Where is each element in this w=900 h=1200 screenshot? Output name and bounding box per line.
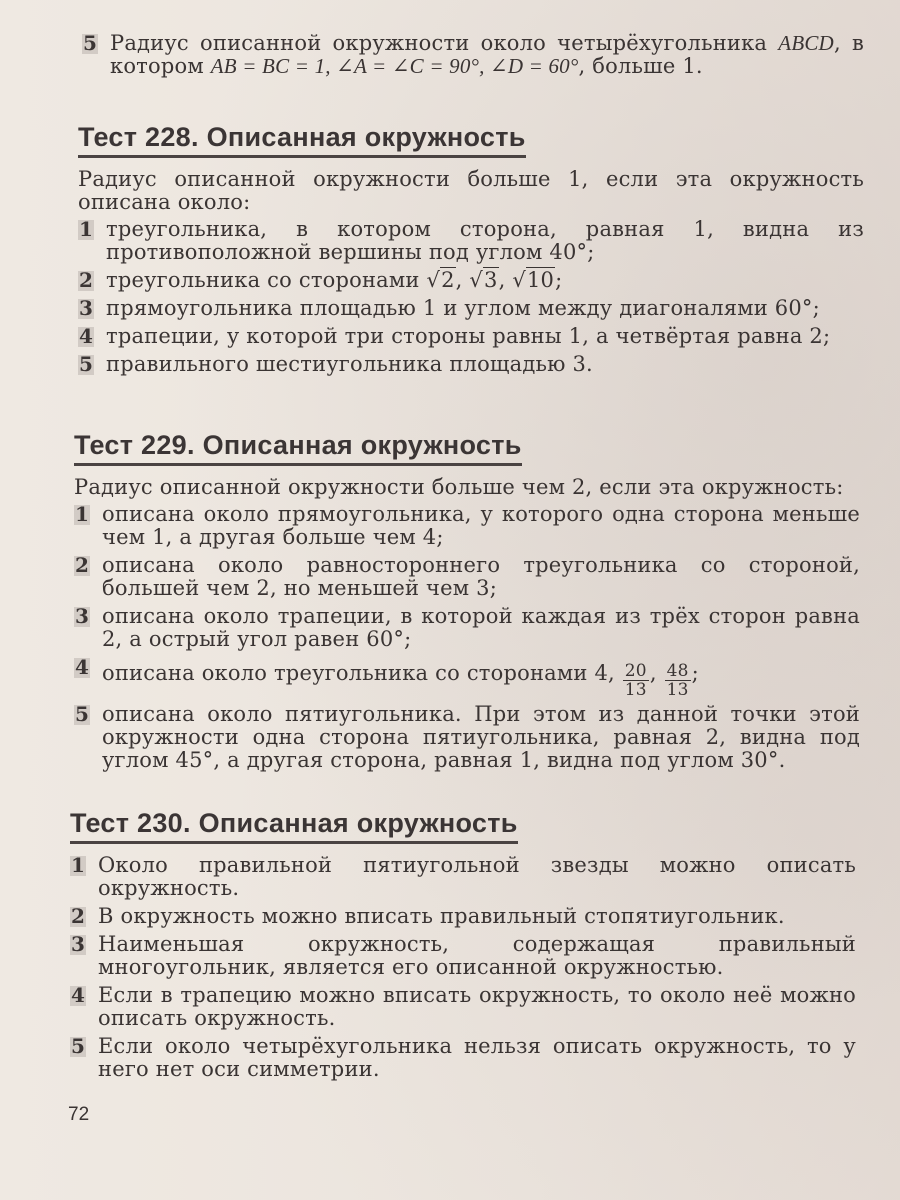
item-text: описана около равностороннего треугольника со стороной, большей чем 2, но меньшей чем 3; bbox=[102, 553, 860, 600]
test-229-item-3 bbox=[74, 605, 860, 651]
test-228-title: Тест 228. Описанная окружность bbox=[78, 122, 526, 158]
item-text: описана около треугольника со сторонами 4, $\frac{20}{13}$ , $\frac{48}{13}$ ; bbox=[102, 661, 699, 700]
item-number: 2 bbox=[74, 553, 90, 577]
item-number: 1 bbox=[78, 217, 94, 241]
test-230-item-4 bbox=[70, 984, 856, 1030]
item-text: описана около прямоугольника, у которого одна сторона меньше чем 1, а другая больше чем 4; bbox=[102, 502, 860, 549]
item-number: 3 bbox=[74, 604, 90, 628]
test-229-title: Тест 229. Описанная окружность bbox=[74, 430, 522, 466]
test-229-item-2 bbox=[74, 554, 860, 600]
item-text: В окружность можно вписать правильный стопятиугольник. bbox=[98, 904, 785, 928]
item-text: Около правильной пятиугольной звезды можно описать окружность. bbox=[98, 853, 856, 900]
test-229-item-4 bbox=[74, 655, 860, 700]
sqrt-2: √2 bbox=[426, 268, 455, 292]
test-229-intro: Радиус описанной окружности больше чем 2, если эта окружность: bbox=[74, 475, 844, 499]
test-228-item-1 bbox=[78, 218, 864, 264]
page-number: 72 bbox=[68, 1104, 90, 1125]
item-number: 1 bbox=[74, 502, 90, 526]
item-number: 2 bbox=[78, 268, 94, 292]
test-230-item-3 bbox=[70, 933, 856, 979]
item-text: описана около трапеции, в которой каждая из трёх сторон равна 2, а острый угол равен 60°; bbox=[102, 604, 860, 651]
test-230-item-5 bbox=[70, 1035, 856, 1081]
item-number: 5 bbox=[82, 31, 98, 55]
test-228-item-2 bbox=[78, 269, 864, 292]
item-number: 5 bbox=[70, 1034, 86, 1058]
previous-test-fragment bbox=[82, 32, 864, 83]
test-230-item-1 bbox=[70, 854, 856, 900]
item-text: описана около пятиугольника. При этом из данной точки этой окружности одна сторона пятиугольника, равная 2, видна под углом 45°, а другая сторона, равная 1, видна под углом 30°. bbox=[102, 702, 860, 772]
test-230-section bbox=[70, 808, 856, 1086]
test-228-section bbox=[78, 122, 864, 381]
item-number: 5 bbox=[74, 702, 90, 726]
test-229-item-5 bbox=[74, 703, 860, 772]
test-229-item-1 bbox=[74, 503, 860, 549]
test-228-item-5 bbox=[78, 353, 864, 376]
fraction-48-13: $\frac{48}{13}$ bbox=[666, 661, 689, 700]
item-number: 4 bbox=[70, 983, 86, 1007]
previous-test-item-5 bbox=[82, 32, 864, 78]
sqrt-3: √3 bbox=[469, 268, 498, 292]
item-text: прямоугольника площадью 1 и углом между диагоналями 60°; bbox=[106, 296, 820, 320]
test-229-section bbox=[74, 430, 860, 777]
fraction-20-13: $\frac{20}{13}$ bbox=[624, 661, 647, 700]
item-text: Если около четырёхугольника нельзя описать окружность, то у него нет оси симметрии. bbox=[98, 1034, 856, 1081]
item-text: Радиус описанной окружности около четырёхугольника ABCD, в котором AB = BC = 1, ∠A = ∠C = 90°, ∠D = 60°, больше 1. bbox=[110, 31, 864, 78]
item-number: 1 bbox=[70, 853, 86, 877]
test-228-item-3 bbox=[78, 297, 864, 320]
item-number: 2 bbox=[70, 904, 86, 928]
item-number: 3 bbox=[78, 296, 94, 320]
item-text: Если в трапецию можно вписать окружность, то около неё можно описать окружность. bbox=[98, 983, 856, 1030]
item-text: треугольника со сторонами √2, √3, √10; bbox=[106, 268, 563, 292]
item-text: треугольника, в котором сторона, равная 1, видна из противоположной вершины под углом 40°; bbox=[106, 217, 864, 264]
item-number: 4 bbox=[74, 655, 90, 679]
item-text: правильного шестиугольника площадью 3. bbox=[106, 352, 593, 376]
item-number: 4 bbox=[78, 324, 94, 348]
test-228-intro: Радиус описанной окружности больше 1, если эта окружность описана около: bbox=[78, 167, 864, 214]
item-number: 3 bbox=[70, 932, 86, 956]
test-228-item-4 bbox=[78, 325, 864, 348]
item-text: Наименьшая окружность, содержащая правильный многоугольник, является его описанной окружностью. bbox=[98, 932, 856, 979]
test-230-item-2 bbox=[70, 905, 856, 928]
item-number: 5 bbox=[78, 352, 94, 376]
item-text: трапеции, у которой три стороны равны 1, а четвёртая равна 2; bbox=[106, 324, 831, 348]
sqrt-10: √10 bbox=[512, 268, 555, 292]
test-230-title: Тест 230. Описанная окружность bbox=[70, 808, 518, 844]
